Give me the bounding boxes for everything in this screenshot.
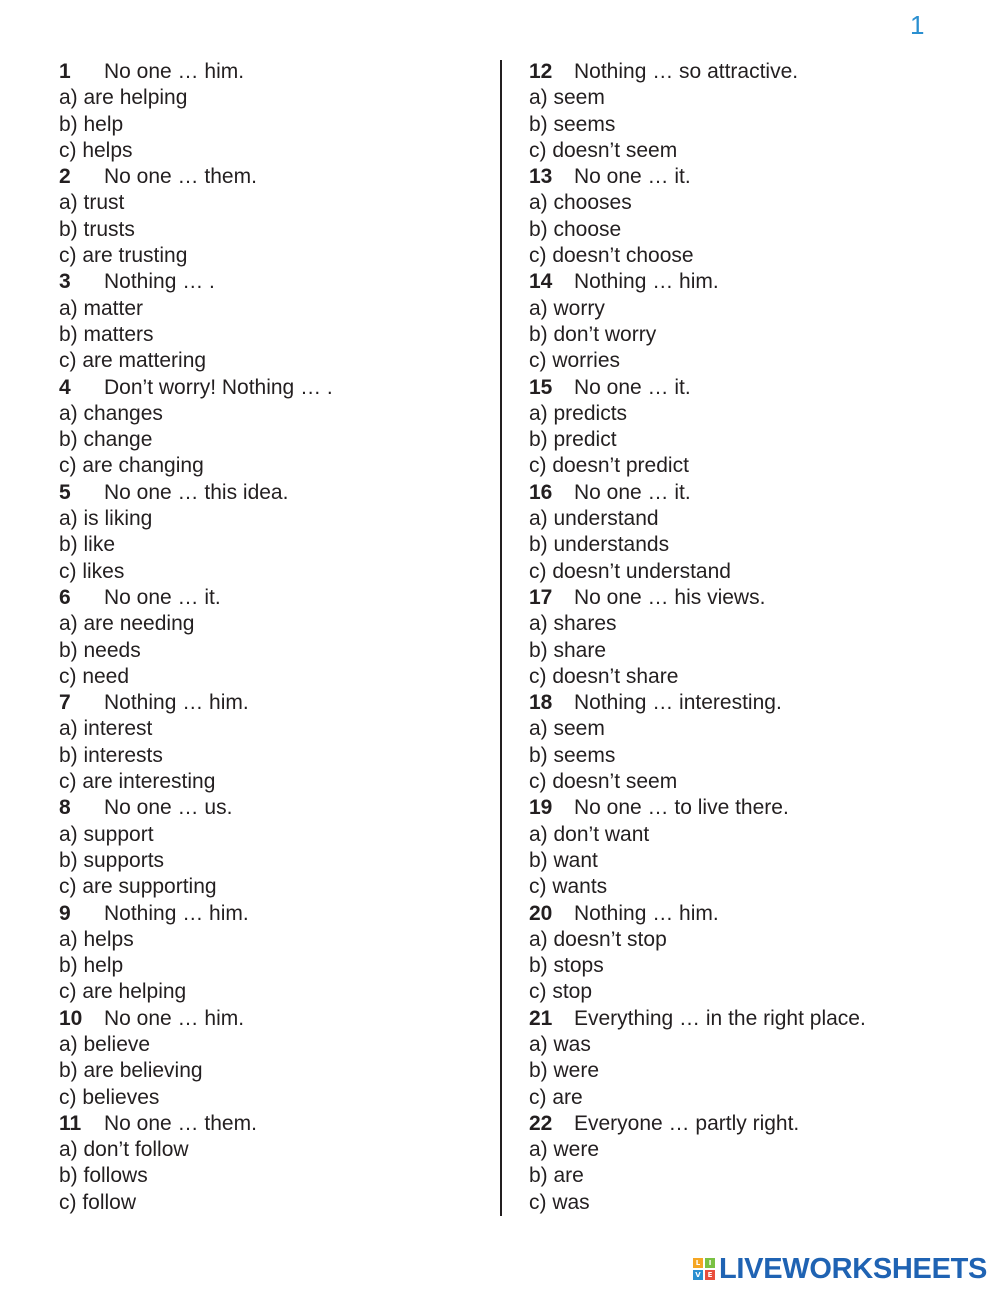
answer-option[interactable]: b) stops (529, 954, 604, 978)
answer-option[interactable]: c) stop (529, 980, 593, 1004)
answer-option[interactable]: c) are trusting (59, 244, 188, 268)
answer-option[interactable]: c) are mattering (59, 349, 207, 373)
page-number: 1 (910, 10, 925, 40)
question-block (529, 59, 969, 164)
answer-option[interactable]: c) doesn’t seem (529, 770, 678, 794)
answer-option[interactable]: a) chooses (529, 191, 632, 215)
question-prompt (529, 269, 969, 295)
question-block (59, 59, 479, 164)
question-number: 4 (59, 375, 71, 399)
question-prompt (529, 164, 969, 190)
question-block (59, 901, 479, 1006)
answer-option[interactable]: c) follow (59, 1190, 137, 1214)
question-block (529, 901, 969, 1006)
question-number: 1 (59, 60, 71, 83)
answer-option[interactable]: c) need (59, 664, 130, 688)
question-number: 6 (59, 585, 71, 609)
answer-option[interactable]: c) was (529, 1190, 590, 1214)
answer-option[interactable]: c) wants (529, 875, 608, 899)
question-text: No one … him. (104, 1006, 245, 1030)
question-text: No one … them. (104, 1111, 257, 1135)
question-text: Nothing … him. (104, 901, 249, 925)
logo-block: E (705, 1270, 715, 1280)
column-divider (500, 60, 502, 1216)
answer-option[interactable]: b) seems (529, 112, 616, 136)
question-text: Nothing … him. (574, 901, 719, 925)
question-number: 18 (529, 691, 553, 715)
question-text: No one … it. (574, 375, 691, 399)
answer-option[interactable]: a) don’t follow (59, 1138, 189, 1162)
right-question-column (529, 59, 969, 1216)
question-prompt (529, 1006, 969, 1032)
question-number: 14 (529, 270, 553, 294)
question-prompt (529, 1111, 969, 1137)
answer-option[interactable]: a) seem (529, 717, 605, 741)
question-prompt (529, 375, 969, 401)
answer-option[interactable]: c) are (529, 1085, 583, 1109)
question-prompt (59, 585, 479, 611)
question-block (529, 690, 969, 795)
answer-option[interactable]: b) choose (529, 217, 622, 241)
question-number: 8 (59, 796, 71, 820)
question-prompt (59, 901, 479, 927)
answer-option[interactable]: c) doesn’t understand (529, 559, 731, 583)
question-text: Nothing … interesting. (574, 691, 782, 715)
logo-block: V (693, 1270, 703, 1280)
question-block (59, 164, 479, 269)
question-block (59, 795, 479, 900)
left-question-column (59, 59, 479, 1216)
question-number: 21 (529, 1006, 553, 1030)
question-text: No one … his views. (574, 585, 766, 609)
question-number: 19 (529, 796, 553, 820)
question-prompt (59, 269, 479, 295)
answer-option[interactable]: b) seems (529, 743, 616, 767)
answer-option[interactable]: b) understands (529, 533, 670, 557)
question-text: Nothing … so attractive. (574, 60, 799, 83)
question-block (59, 1111, 479, 1216)
question-block (529, 1111, 969, 1216)
answer-option[interactable]: c) doesn’t seem (529, 138, 678, 162)
answer-option[interactable]: a) believe (59, 1032, 151, 1056)
answer-option[interactable]: b) want (529, 848, 598, 872)
question-number: 16 (529, 480, 553, 504)
question-block (529, 164, 969, 269)
answer-option[interactable]: c) are helping (59, 980, 187, 1004)
question-prompt (59, 1006, 479, 1032)
answer-option[interactable]: b) predict (529, 428, 617, 452)
answer-option[interactable]: b) help (59, 954, 124, 978)
question-number: 11 (59, 1111, 82, 1135)
question-text: No one … it. (104, 585, 221, 609)
question-block (59, 690, 479, 795)
answer-option[interactable]: b) like (59, 533, 116, 557)
question-block (59, 480, 479, 585)
question-block (529, 585, 969, 690)
question-number: 15 (529, 375, 553, 399)
answer-option[interactable]: b) change (59, 428, 153, 452)
answer-option[interactable]: b) matters (59, 322, 154, 346)
question-prompt (59, 480, 479, 506)
question-text: No one … him. (104, 60, 245, 83)
answer-option[interactable]: c) doesn’t predict (529, 454, 689, 478)
question-text: Don’t worry! Nothing … . (104, 375, 333, 399)
logo-text: LIVEWORKSHEETS (719, 1252, 988, 1285)
question-block (59, 375, 479, 480)
liveworksheets-logo[interactable] (693, 1252, 987, 1286)
logo-blocks-icon (693, 1258, 715, 1280)
answer-option[interactable]: b) help (59, 112, 124, 136)
answer-option[interactable]: c) likes (59, 559, 125, 583)
answer-option[interactable]: a) matter (59, 296, 144, 320)
question-prompt (529, 795, 969, 821)
question-block (529, 375, 969, 480)
answer-option[interactable]: b) follows (59, 1164, 148, 1188)
question-text: Nothing … him. (104, 691, 249, 715)
answer-option[interactable]: b) are (529, 1164, 584, 1188)
answer-option[interactable]: a) worry (529, 296, 605, 320)
question-text: No one … to live there. (574, 796, 789, 820)
answer-option[interactable]: c) helps (59, 138, 133, 162)
question-number: 7 (59, 691, 71, 715)
question-number: 3 (59, 270, 71, 294)
answer-option[interactable]: b) needs (59, 638, 141, 662)
question-prompt (59, 375, 479, 401)
question-text: No one … it. (574, 480, 691, 504)
question-text: Everything … in the right place. (574, 1006, 866, 1030)
answer-option[interactable]: b) supports (59, 848, 165, 872)
question-text: Everyone … partly right. (574, 1111, 800, 1135)
question-prompt (529, 480, 969, 506)
logo-block: I (705, 1258, 715, 1268)
answer-option[interactable]: b) share (529, 638, 607, 662)
question-prompt (59, 59, 479, 85)
question-block (529, 269, 969, 374)
question-number: 17 (529, 585, 553, 609)
question-prompt (529, 901, 969, 927)
answer-option[interactable]: a) trust (59, 191, 125, 215)
answer-option[interactable]: c) worries (529, 349, 621, 373)
question-prompt (59, 164, 479, 190)
answer-option[interactable]: a) predicts (529, 401, 628, 425)
question-block (529, 795, 969, 900)
answer-option[interactable]: a) understand (529, 507, 659, 531)
question-number: 22 (529, 1111, 553, 1135)
logo-block: L (693, 1258, 703, 1268)
answer-option[interactable]: a) doesn’t stop (529, 927, 667, 951)
answer-option[interactable]: a) interest (59, 717, 153, 741)
answer-option[interactable]: b) are believing (59, 1059, 203, 1083)
question-number: 13 (529, 165, 553, 189)
question-number: 2 (59, 165, 71, 189)
question-text: No one … us. (104, 796, 233, 820)
question-text: No one … them. (104, 165, 257, 189)
answer-option[interactable]: c) doesn’t share (529, 664, 679, 688)
question-block (529, 480, 969, 585)
question-number: 5 (59, 480, 71, 504)
answer-option[interactable]: c) are supporting (59, 875, 217, 899)
question-prompt (59, 690, 479, 716)
question-text: No one … it. (574, 165, 691, 189)
answer-option[interactable]: a) shares (529, 612, 617, 636)
question-block (59, 585, 479, 690)
question-prompt (529, 585, 969, 611)
answer-option[interactable]: c) doesn’t choose (529, 244, 694, 268)
answer-option[interactable]: b) were (529, 1059, 600, 1083)
question-prompt (59, 1111, 479, 1137)
answer-option[interactable]: a) support (59, 822, 154, 846)
question-prompt (529, 59, 969, 85)
answer-option[interactable]: b) trusts (59, 217, 135, 241)
answer-option[interactable]: a) were (529, 1138, 600, 1162)
answer-option[interactable]: a) are helping (59, 86, 188, 110)
question-block (59, 269, 479, 374)
answer-option[interactable]: c) believes (59, 1085, 160, 1109)
answer-option[interactable]: a) helps (59, 927, 134, 951)
answer-option[interactable]: b) don’t worry (529, 322, 657, 346)
question-text: Nothing … . (104, 270, 215, 294)
question-text: No one … this idea. (104, 480, 289, 504)
answer-option[interactable]: c) are changing (59, 454, 204, 478)
question-number: 12 (529, 60, 553, 83)
answer-option[interactable]: a) are needing (59, 612, 195, 636)
answer-option[interactable]: b) interests (59, 743, 163, 767)
question-prompt (59, 795, 479, 821)
answer-option[interactable]: a) was (529, 1032, 591, 1056)
answer-option[interactable]: a) seem (529, 86, 605, 110)
question-number: 9 (59, 901, 71, 925)
question-number: 10 (59, 1006, 83, 1030)
answer-option[interactable]: c) are interesting (59, 770, 216, 794)
answer-option[interactable]: a) don’t want (529, 822, 650, 846)
question-block (529, 1006, 969, 1111)
question-prompt (529, 690, 969, 716)
question-text: Nothing … him. (574, 270, 719, 294)
answer-option[interactable]: a) is liking (59, 507, 153, 531)
question-number: 20 (529, 901, 553, 925)
answer-option[interactable]: a) changes (59, 401, 163, 425)
question-block (59, 1006, 479, 1111)
